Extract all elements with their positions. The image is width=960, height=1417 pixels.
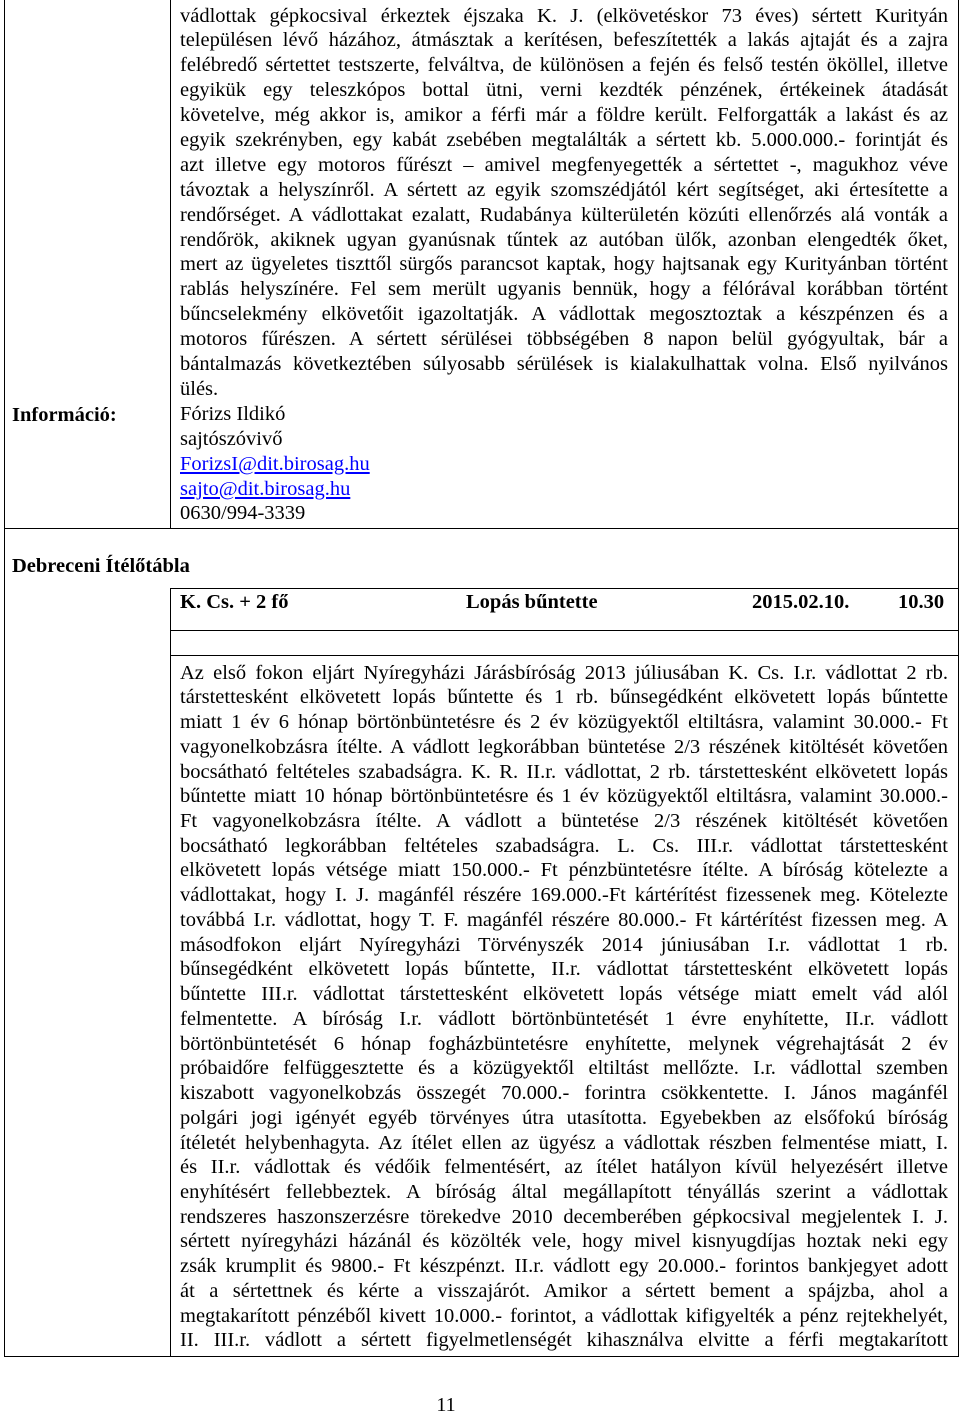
information-label: Információ: — [12, 403, 117, 426]
paragraph-line: felébredő sértettet testszerte, felváltva, de különösen a fején és felső testén ököllel, illetve — [180, 54, 948, 77]
paragraph-line: bűntette miatt 10 hónap börtönbüntetésre és 1 év közügyektől eltiltásra, valamint 30.000.- — [180, 785, 948, 808]
column-divider — [170, 0, 171, 528]
page-number: 11 — [436, 1394, 456, 1416]
case-description — [180, 661, 948, 1354]
paragraph-line: egyik szekrényben, egy kabát zsebében megtalálták a sértett kb. 5.000.000.- forintját és — [180, 128, 948, 151]
paragraph-line: továbbá I.r. vádlottat, hogy T. F. magánfél részére 80.000.- Ft kártérítést fizessen meg. A — [180, 908, 948, 931]
paragraph-line: rendőrséget. A vádlottakat ezalatt, Rudabánya külterületén közúti ellenőrzés alá vonták a — [180, 203, 948, 226]
paragraph-line: követelve, még akkor is, amikor a férfi már a földre került. Felforgatták a lakást és az — [180, 104, 948, 127]
paragraph-line: át a sértettnek és kérte a visszajárót. Amikor a sértett bement a spájzba, ahol a — [180, 1279, 948, 1302]
paragraph-line: rendőrök, akiknek ugyan gyanúsnak tűntek az autóban ülők, azonban elengedték őket, — [180, 228, 948, 251]
table-border-bottom — [4, 1356, 959, 1357]
paragraph-line: rendszeres haszonszerzésre törekedve 2010 decemberében gépkocsival megjelentek I. J. — [180, 1205, 948, 1228]
paragraph-line: mert az ügyeletes tiszttől sürgős parancsot kaptak, hogy hajtsanak egy Kurityánban történt — [180, 253, 948, 276]
contact-role: sajtószóvivő — [180, 427, 283, 450]
paragraph-line: próbaidőre felfüggesztette és a közügyektől eltiltást mellőzte. I.r. vádlottal szemben — [180, 1057, 948, 1080]
column-divider — [170, 588, 171, 1357]
case-row-bottom-border — [170, 630, 959, 631]
contact-name: Fórizs Ildikó — [180, 402, 286, 425]
paragraph-line: miatt 1 év 6 hónap börtönbüntetésre és 2 év közügyektől eltiltásra, valamint 30.000.- Ft — [180, 711, 948, 734]
paragraph-line: távoztak a helyszínről. A sértett az egyik szomszédjától kért segítséget, aki értesítette a — [180, 178, 948, 201]
paragraph-line: egyikük egy teleszkópos bottal ütni, verni kezdték pénzének, értékeinek átadását — [180, 79, 948, 102]
paragraph-line: megtakarított pénzéből kivett 10.000.- forintot, a vádlottak kifigyelték a pénz rejtekhelyét, — [180, 1304, 948, 1327]
paragraph-line: motoros fűrészen. A sértett sérülései többségében 8 napon belül gyógyultak, bár a — [180, 328, 948, 351]
paragraph-line: elkövetett lopás vétsége miatt 150.000.- Ft pénzbüntetésre ítélte. A bíróság kötelezte a — [180, 859, 948, 882]
paragraph-line: Ft vagyonelkobzásra ítélte. A vádlott a büntetése 2/3 részének kitöltését követően — [180, 810, 948, 832]
case-text-top-border — [170, 655, 959, 656]
table-border-right — [958, 0, 959, 1357]
court-name: Debreceni Ítélőtábla — [12, 554, 190, 577]
paragraph-line: börtönbüntetését 6 hónap fogházbüntetésre enyhítette, melynek végrehajtását 2 év — [180, 1032, 948, 1055]
contact-phone: 0630/994-3339 — [180, 502, 306, 525]
paragraph-line: felmentette. A bíróság I.r. vádlott börtönbüntetését 1 évre enyhítette, II.r. vádlott — [180, 1007, 948, 1030]
paragraph-line: bántalmazás következtében súlyosabb sérülések is kialakulhattak volna. Első nyilvános — [180, 352, 948, 375]
press-contact — [180, 402, 948, 526]
paragraph-line: rablás helyszínére. Fel sem merült ugyanis bennük, hogy a félórával korábban történt — [180, 278, 948, 301]
paragraph-line: ítéletét helybenhagyta. Az ítélet ellen az ügyész a vádlottak részben felmentése miatt, I. — [180, 1131, 948, 1154]
hearing-date: 2015.02.10. — [752, 590, 850, 613]
paragraph-line: társtettesként elkövetett lopás bűntette és 1 rb. bűnsegédként elkövetett lopás bűntette — [180, 686, 948, 709]
paragraph-line: ülés. — [180, 377, 219, 400]
paragraph-line: bocsátható legkorábban feltételes szabadságra. L. Cs. III.r. vádlottat társtettesként — [180, 834, 948, 857]
case-offense: Lopás bűntette — [466, 590, 598, 613]
paragraph-line: bűnsegédként elkövetett lopás bűntette, II.r. vádlottat társtettesként elkövetett lopás — [180, 958, 948, 981]
paragraph-line: településen lévő házához, átmásztak a kerítésen, befeszítették a lakás ajtaját és a zajra — [180, 29, 948, 52]
paragraph-line: vagyonelkobzásra ítélte. A vádlott legkorábban büntetése 2/3 részének kitöltését követően — [180, 735, 948, 758]
paragraph-line: kiszabott vagyonelkobzás összegét 70.000.- forintra csökkentette. I. János magánfél — [180, 1082, 948, 1105]
paragraph-line: azt illetve egy motoros fűrészt – amivel megfenyegették a sértettet -, magukhoz véve — [180, 153, 948, 176]
paragraph-line: Az első fokon eljárt Nyíregyházi Járásbíróság 2013 júliusában K. Cs. I.r. vádlottat 2 rb. — [180, 661, 948, 684]
contact-email-link[interactable]: sajto@dit.birosag.hu — [180, 477, 351, 500]
row-divider — [4, 528, 959, 529]
paragraph-line: bűncselekmény elkövetőit igazoltatják. A vádlottak megosztoztak a készpénzen és a — [180, 303, 948, 326]
paragraph-line: II. III.r. vádlott a sértett figyelmetlenségét kihasználva elvitte a férfi megtakarított — [180, 1329, 948, 1352]
paragraph-line: enyhítésért fellebbeztek. A bíróság által megállapított tényállás szerint a vádlottak — [180, 1181, 948, 1204]
case-parties: K. Cs. + 2 fő — [180, 590, 289, 613]
paragraph-line: polgári jogi igényét egyéb törvényes útra utasította. Egyebekben az elsőfokú bíróság — [180, 1106, 948, 1129]
paragraph-line: bűntette III.r. vádlottat társtettesként elkövetett lopás vétsége miatt emelt vád alól — [180, 983, 948, 1006]
paragraph-line: másodfokon eljárt Nyíregyházi Törvényszék 2014 júniusában I.r. vádlottat 1 rb. — [180, 933, 948, 956]
paragraph-line: sértett nyíregyházi házánál és közölték vele, hogy mivel kisnyugdíjas hoztak neki egy — [180, 1230, 948, 1253]
contact-email-link[interactable]: ForizsI@dit.birosag.hu — [180, 452, 370, 475]
table-border-left — [4, 0, 5, 1357]
hearing-time: 10.30 — [898, 590, 945, 613]
paragraph-line: zsák krumplit és 9800.- Ft készpénzt. II.r. vádlott egy 20.000.- forintos bankjegyet adott — [180, 1255, 948, 1278]
previous-case-description — [180, 4, 948, 402]
paragraph-line: és II.r. vádlottak és védőik felmentésért, az ítélet hatályon kívül helyezésért illetve — [180, 1156, 948, 1179]
paragraph-line: bocsátható feltételes szabadságra. K. R. II.r. vádlottat, 2 rb. társtettesként elkövetett lopás — [180, 760, 948, 783]
paragraph-line: vádlottak gépkocsival érkeztek éjszaka K. J. (elkövetéskor 73 éves) sértett Kurityán — [180, 4, 948, 27]
paragraph-line: vádlottakat, hogy I. J. magánfél részére 169.000.-Ft kártérítést fizessenek meg. Kötelezte — [180, 884, 948, 907]
